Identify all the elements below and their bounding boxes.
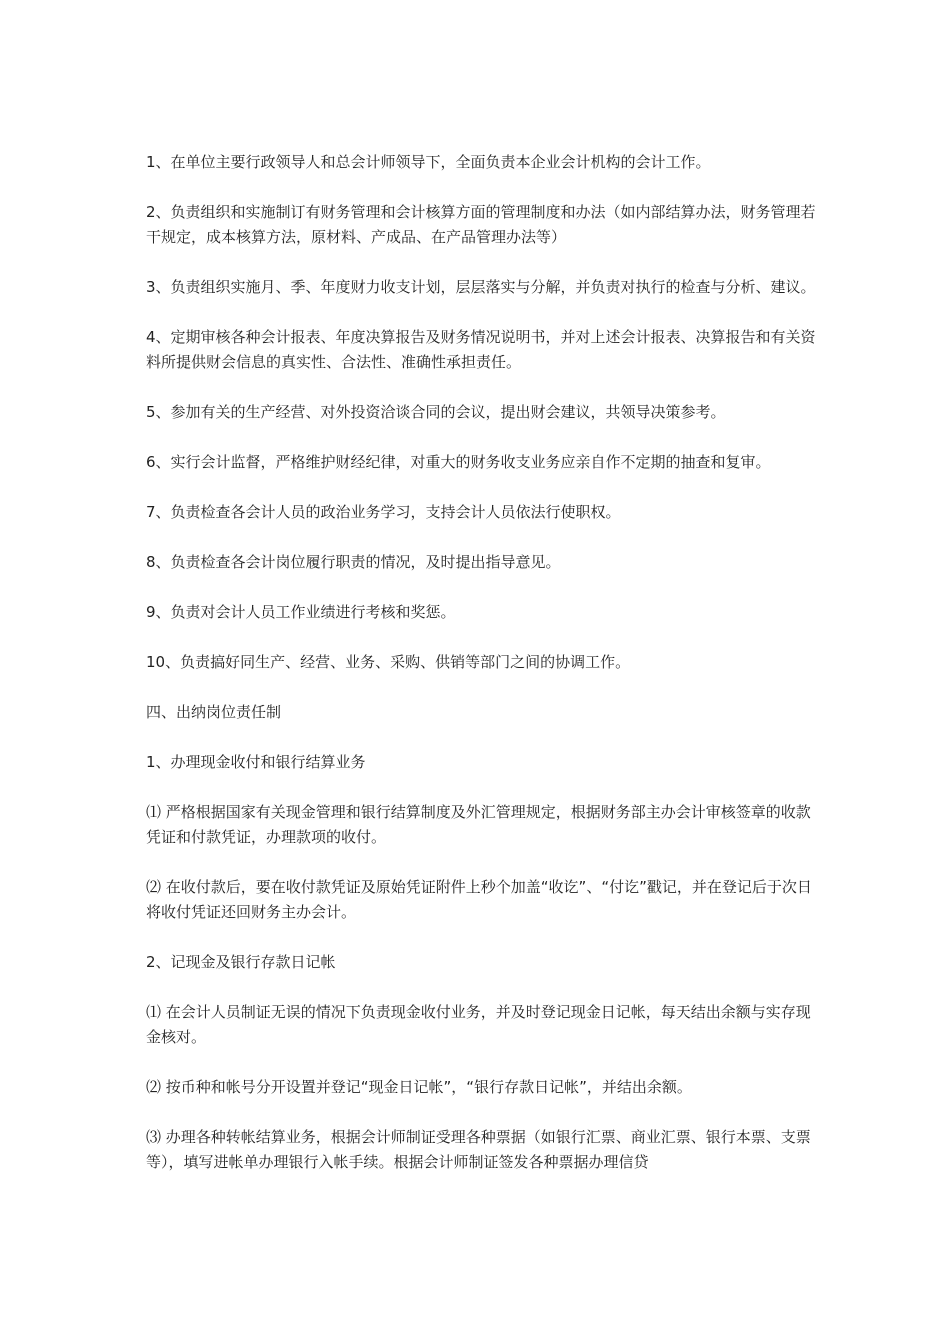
paragraph-8: 8、负责检查各会计岗位履行职责的情况，及时提出指导意见。: [146, 553, 561, 571]
paragraph-7: 7、负责检查各会计人员的政治业务学习，支持会计人员依法行使职权。: [146, 503, 621, 521]
paragraph-sub-2-2: ⑵ 按币种和帐号分开设置并登记“现金日记帐”，“银行存款日记帐”，并结出余额。: [146, 1078, 692, 1096]
paragraph-sub-2-1: ⑴ 在会计人员制证无误的情况下负责现金收付业务，并及时登记现金日记帐，每天结出余额与实存现金核对。: [146, 1003, 811, 1046]
paragraph-4: 4、定期审核各种会计报表、年度决算报告及财务情况说明书，并对上述会计报表、决算报告和有关资料所提供财会信息的真实性、合法性、准确性承担责任。: [146, 328, 816, 371]
document-body: [146, 150, 816, 1175]
section-heading: 四、出纳岗位责任制: [146, 703, 282, 721]
paragraph-5: 5、参加有关的生产经营、对外投资洽谈合同的会议，提出财会建议，共领导决策参考。: [146, 403, 726, 421]
paragraph-3: 3、负责组织实施月、季、年度财力收支计划，层层落实与分解，并负责对执行的检查与分析、建议。: [146, 278, 816, 296]
paragraph-2: 2、负责组织和实施制订有财务管理和会计核算方面的管理制度和办法（如内部结算办法，财务管理若干规定，成本核算方法，原材料、产成品、在产品管理办法等）: [146, 203, 816, 246]
paragraph-sub-2-3: ⑶ 办理各种转帐结算业务，根据会计师制证受理各种票据（如银行汇票、商业汇票、银行本票、支票等），填写进帐单办理银行入帐手续。根据会计师制证签发各种票据办理信贷: [146, 1128, 811, 1171]
paragraph-sub-1-1: ⑴ 严格根据国家有关现金管理和银行结算制度及外汇管理规定，根据财务部主办会计审核签章的收款凭证和付款凭证，办理款项的收付。: [146, 803, 811, 846]
paragraph-6: 6、实行会计监督，严格维护财经纪律，对重大的财务收支业务应亲自作不定期的抽查和复审。: [146, 453, 771, 471]
subsection-heading-1: 1、办理现金收付和银行结算业务: [146, 753, 366, 771]
paragraph-10: 10、负责搞好同生产、经营、业务、采购、供销等部门之间的协调工作。: [146, 653, 631, 671]
paragraph-1: 1、在单位主要行政领导人和总会计师领导下，全面负责本企业会计机构的会计工作。: [146, 153, 711, 171]
paragraph-sub-1-2: ⑵ 在收付款后，要在收付款凭证及原始凭证附件上秒个加盖“收讫”、“付讫”戳记，并在登记后于次日将收付凭证还回财务主办会计。: [146, 878, 812, 921]
paragraph-9: 9、负责对会计人员工作业绩进行考核和奖惩。: [146, 603, 456, 621]
subsection-heading-2: 2、记现金及银行存款日记帐: [146, 953, 336, 971]
